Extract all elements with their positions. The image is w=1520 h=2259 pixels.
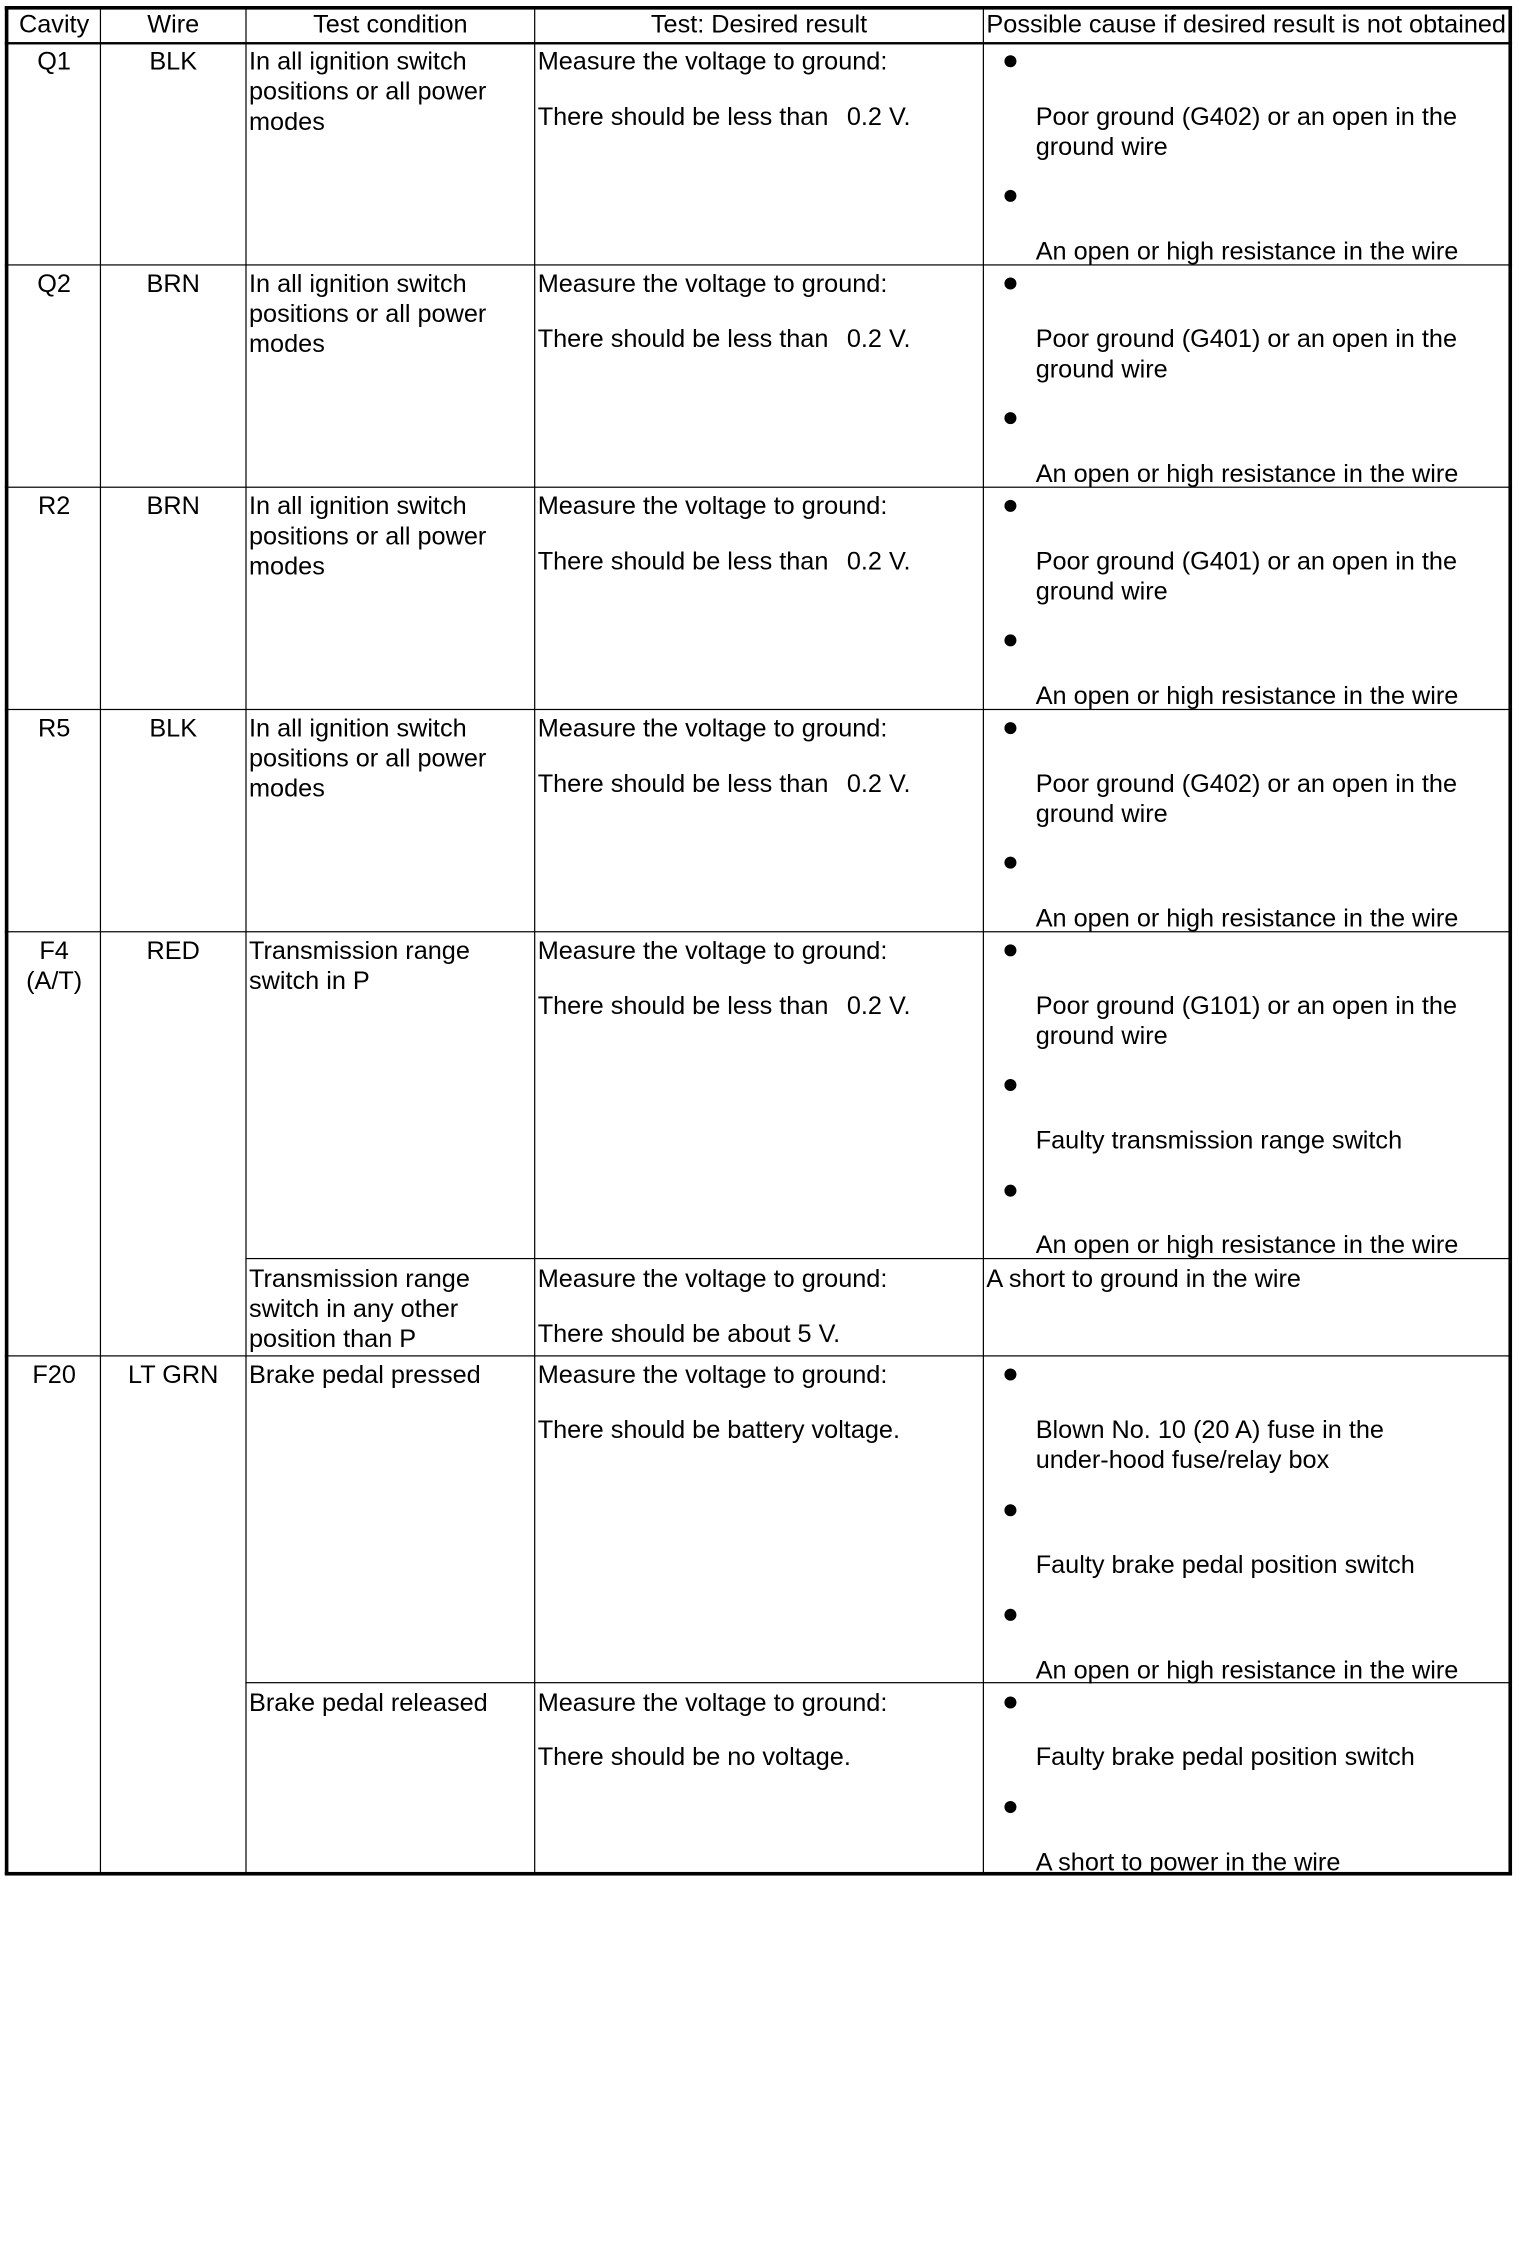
result-text: There should be less than xyxy=(537,992,829,1021)
result-text: There should be about 5 V. xyxy=(537,1320,841,1349)
header-wire: Wire xyxy=(147,10,200,39)
result-text: Measure the voltage to ground: xyxy=(537,1361,888,1389)
condition-text: switch in P xyxy=(249,967,370,995)
result-text: There should be less than xyxy=(537,325,829,354)
cause-text: ground wire xyxy=(1035,577,1168,606)
bullet-icon xyxy=(1004,1369,1016,1381)
condition-text: Brake pedal released xyxy=(249,1689,488,1717)
cause-text: ground wire xyxy=(1035,355,1168,384)
cause-text: under-hood fuse/relay box xyxy=(1035,1446,1330,1475)
result-text: Measure the voltage to ground: xyxy=(537,1689,888,1717)
condition-text: Transmission range xyxy=(249,1265,470,1293)
bullet-icon xyxy=(1004,634,1016,646)
condition-text: modes xyxy=(249,108,325,136)
cavity-cell: F4 xyxy=(39,937,69,965)
bullet-icon xyxy=(1004,1185,1016,1197)
wire-cell: BLK xyxy=(149,48,198,76)
header-desired-result: Test: Desired result xyxy=(650,10,868,39)
result-text: Measure the voltage to ground: xyxy=(537,492,888,521)
bullet-icon xyxy=(1004,500,1016,512)
header-possible-cause: Possible cause if desired result is not obtained xyxy=(986,10,1506,39)
cause-text: Poor ground (G401) or an open in the xyxy=(1035,325,1457,354)
bullet-icon xyxy=(1004,1697,1016,1709)
cause-text: Poor ground (G402) or an open in the xyxy=(1035,103,1457,131)
condition-text: position than P xyxy=(249,1325,417,1353)
bullet-icon xyxy=(1004,857,1016,869)
bullet-icon xyxy=(1004,1801,1016,1813)
header-test-condition: Test condition xyxy=(313,10,468,39)
result-value: 0.2 V. xyxy=(846,992,911,1021)
condition-text: In all ignition switch xyxy=(249,48,467,76)
wire-cell: LT GRN xyxy=(128,1361,219,1389)
condition-text: modes xyxy=(249,552,325,581)
result-value: 0.2 V. xyxy=(846,325,911,354)
cause-text: Poor ground (G101) or an open in the xyxy=(1035,992,1457,1021)
cause-text: Faulty brake pedal position switch xyxy=(1035,1551,1415,1579)
cause-text: An open or high resistance in the wire xyxy=(1035,1656,1459,1685)
condition-text: positions or all power xyxy=(249,744,487,773)
cause-text: An open or high resistance in the wire xyxy=(1035,904,1459,933)
condition-text: modes xyxy=(249,774,325,803)
table-border-right xyxy=(1508,6,1512,1874)
bullet-icon xyxy=(1004,412,1016,424)
bullet-icon xyxy=(1004,278,1016,290)
condition-text: positions or all power xyxy=(249,300,487,329)
bullet-icon xyxy=(1004,1079,1016,1091)
result-text: Measure the voltage to ground: xyxy=(537,714,888,743)
cause-text: Faulty brake pedal position switch xyxy=(1035,1743,1415,1772)
bullet-icon xyxy=(1004,944,1016,956)
cause-text: ground wire xyxy=(1035,133,1168,162)
result-text: Measure the voltage to ground: xyxy=(537,937,888,965)
result-text: Measure the voltage to ground: xyxy=(537,48,888,76)
condition-text: positions or all power xyxy=(249,78,487,106)
condition-text: modes xyxy=(249,330,325,359)
column-divider xyxy=(245,6,246,1874)
header-divider xyxy=(5,42,1512,44)
bullet-icon xyxy=(1004,55,1016,67)
cause-text: ground wire xyxy=(1035,1022,1168,1051)
wire-cell: BRN xyxy=(146,492,200,521)
condition-text: positions or all power xyxy=(249,522,487,551)
condition-text: In all ignition switch xyxy=(249,270,467,298)
cavity-cell: R5 xyxy=(37,714,71,743)
result-value: 0.2 V. xyxy=(846,547,911,576)
cause-text: ground wire xyxy=(1035,800,1168,828)
wire-cell: BRN xyxy=(146,270,200,298)
row-divider xyxy=(5,1355,1512,1356)
result-text: Measure the voltage to ground: xyxy=(537,1265,888,1293)
result-text: There should be no voltage. xyxy=(537,1743,851,1772)
condition-text: In all ignition switch xyxy=(249,492,467,521)
bullet-icon xyxy=(1004,1504,1016,1516)
cause-text: A short to power in the wire xyxy=(1035,1849,1341,1877)
cause-text: Poor ground (G401) or an open in the xyxy=(1035,547,1457,576)
condition-text: Transmission range xyxy=(249,937,470,965)
cavity-cell: F20 xyxy=(32,1361,76,1389)
result-value: 0.2 V. xyxy=(846,103,911,131)
cause-text: An open or high resistance in the wire xyxy=(1035,460,1459,488)
cause-text: Faulty transmission range switch xyxy=(1035,1127,1403,1155)
result-text: Measure the voltage to ground: xyxy=(537,270,888,298)
condition-text: Brake pedal pressed xyxy=(249,1361,481,1389)
cavity-subcell: (A/T) xyxy=(26,967,83,995)
column-divider xyxy=(983,6,984,1874)
result-value: 0.2 V. xyxy=(846,770,911,798)
bullet-icon xyxy=(1004,1609,1016,1621)
bullet-icon xyxy=(1004,722,1016,734)
cavity-cell: Q1 xyxy=(37,48,71,76)
cause-text: An open or high resistance in the wire xyxy=(1035,1231,1459,1260)
result-text: There should be battery voltage. xyxy=(537,1416,901,1445)
condition-text: switch in any other xyxy=(249,1295,459,1323)
cause-text: A short to ground in the wire xyxy=(986,1265,1301,1293)
result-text: There should be less than xyxy=(537,103,829,131)
cause-text: An open or high resistance in the wire xyxy=(1035,682,1459,711)
bullet-icon xyxy=(1004,190,1016,202)
result-text: There should be less than xyxy=(537,770,829,798)
cavity-cell: Q2 xyxy=(37,270,71,298)
wire-cell: BLK xyxy=(149,714,198,743)
wire-cell: RED xyxy=(146,937,200,965)
cause-text: An open or high resistance in the wire xyxy=(1035,237,1459,266)
column-divider xyxy=(534,6,535,1874)
cavity-cell: R2 xyxy=(37,492,71,521)
cause-text: Poor ground (G402) or an open in the xyxy=(1035,770,1457,798)
result-text: There should be less than xyxy=(537,547,829,576)
condition-text: In all ignition switch xyxy=(249,714,467,743)
cause-text: Blown No. 10 (20 A) fuse in the xyxy=(1035,1416,1384,1445)
header-cavity: Cavity xyxy=(19,10,90,39)
